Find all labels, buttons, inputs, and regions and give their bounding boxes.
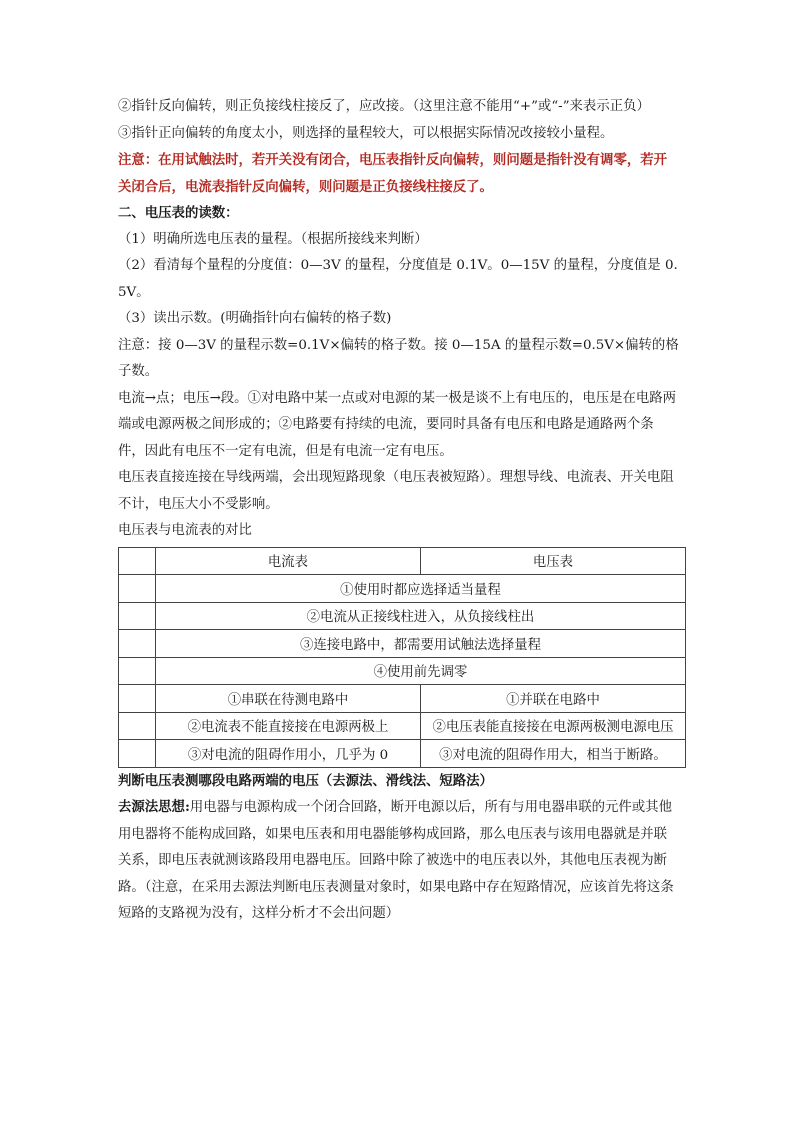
table-header-row <box>119 547 686 575</box>
step-2: （2）看清每个量程的分度值：0—3V 的量程，分度值是 0.1V。0—15V 的量程，分度值是 0.5V。 <box>118 258 678 300</box>
table-row <box>119 740 686 768</box>
step-3: （3）读出示数。(明确指针向右偏转的格子数) <box>118 311 392 326</box>
voltmeter-diff: ①并联在电路中 <box>421 685 686 713</box>
table-corner-cell <box>119 547 156 575</box>
voltmeter-diff: ③对电流的阻碍作用大，相当于断路。 <box>421 740 686 768</box>
note-trial-touch: 注意：在用试触法时，若开关没有闭合，电压表指针反向偏转，则问题是指针没有调零，若开关闭合后，电流表指针反向偏转，则问题是正负接线柱接反了。 <box>118 152 668 195</box>
table-row <box>119 575 686 603</box>
method-body: 用电器与电源构成一个闭合回路，断开电源以后，所有与用电器串联的元件或其他用电器将不能构成回路，如果电压表和用电器能够构成回路，那么电压表与该用电器就是并联关系，即电压表就测该路段用电器电压。回路中除了被选中的电压表以外，其他电压表视为断路。 <box>118 800 672 895</box>
section-heading-voltmeter-target: 判断电压表测哪段电路两端的电压（去源法、滑线法、短路法） <box>118 772 493 789</box>
table-row <box>119 602 686 630</box>
comparison-table <box>118 547 686 768</box>
ammeter-diff: ③对电流的阻碍作用小，几乎为 0 <box>156 740 421 768</box>
table-row <box>119 630 686 658</box>
section-heading-voltmeter-reading: 二、电压表的读数： <box>118 205 239 221</box>
table-row <box>119 712 686 740</box>
table-row <box>119 657 686 685</box>
common-point: ③连接电路中，都需要用试触法选择量程 <box>156 630 686 658</box>
method-note: （注意，在采用去源法判断电压表测量对象时，如果电路中存在短路情况，应该首先将这条短路的支路视为没有，这样分析才不会出问题） <box>118 879 674 921</box>
text-line-small-deflection: ③指针正向偏转的角度太小，则选择的量程较大，可以根据实际情况改接较小量程。 <box>118 125 614 141</box>
paragraph-current-voltage: 电流→点；电压→段。①对电路中某一点或对电源的某一极是谈不上有电压的，电压是在电路两端或电源两极之间形成的；②电路要有持续的电流，要同时具备有电压和电路是通路两个条件，因此有电压不一定有电流，但是有电流一定有电压。 <box>118 390 677 459</box>
common-point: ②电流从正接线柱进入，从负接线柱出 <box>156 602 686 630</box>
document-page <box>118 94 680 928</box>
text-line-reverse-deflection: ②指针反向偏转，则正负接线柱接反了，应改接。（这里注意不能用“+”或“-”来表示正负） <box>118 99 650 114</box>
paragraph-remove-source-method <box>118 794 680 928</box>
header-voltmeter: 电压表 <box>421 547 686 575</box>
step-1: （1）明确所选电压表的量程。（根据所接线来判断） <box>118 231 428 247</box>
voltmeter-diff: ②电压表能直接接在电源两极测电源电压 <box>421 712 686 740</box>
ammeter-diff: ②电流表不能直接接在电源两极上 <box>156 712 421 740</box>
table-caption: 电压表与电流表的对比 <box>118 523 252 538</box>
header-ammeter: 电流表 <box>156 547 421 575</box>
ammeter-diff: ①串联在待测电路中 <box>156 685 421 713</box>
paragraph-short-circuit: 电压表直接连接在导线两端，会出现短路现象（电压表被短路）。理想导线、电流表、开关电阻不计，电压大小不受影响。 <box>118 470 674 512</box>
common-point: ①使用时都应选择适当量程 <box>156 575 686 603</box>
table-row <box>119 685 686 713</box>
common-point: ④使用前先调零 <box>156 657 686 685</box>
step-note: 注意：接 0—3V 的量程示数=0.1V×偏转的格子数。接 0—15A 的量程示数=0.5V×偏转的格子数。 <box>118 337 679 379</box>
method-label: 去源法思想: <box>118 799 190 815</box>
